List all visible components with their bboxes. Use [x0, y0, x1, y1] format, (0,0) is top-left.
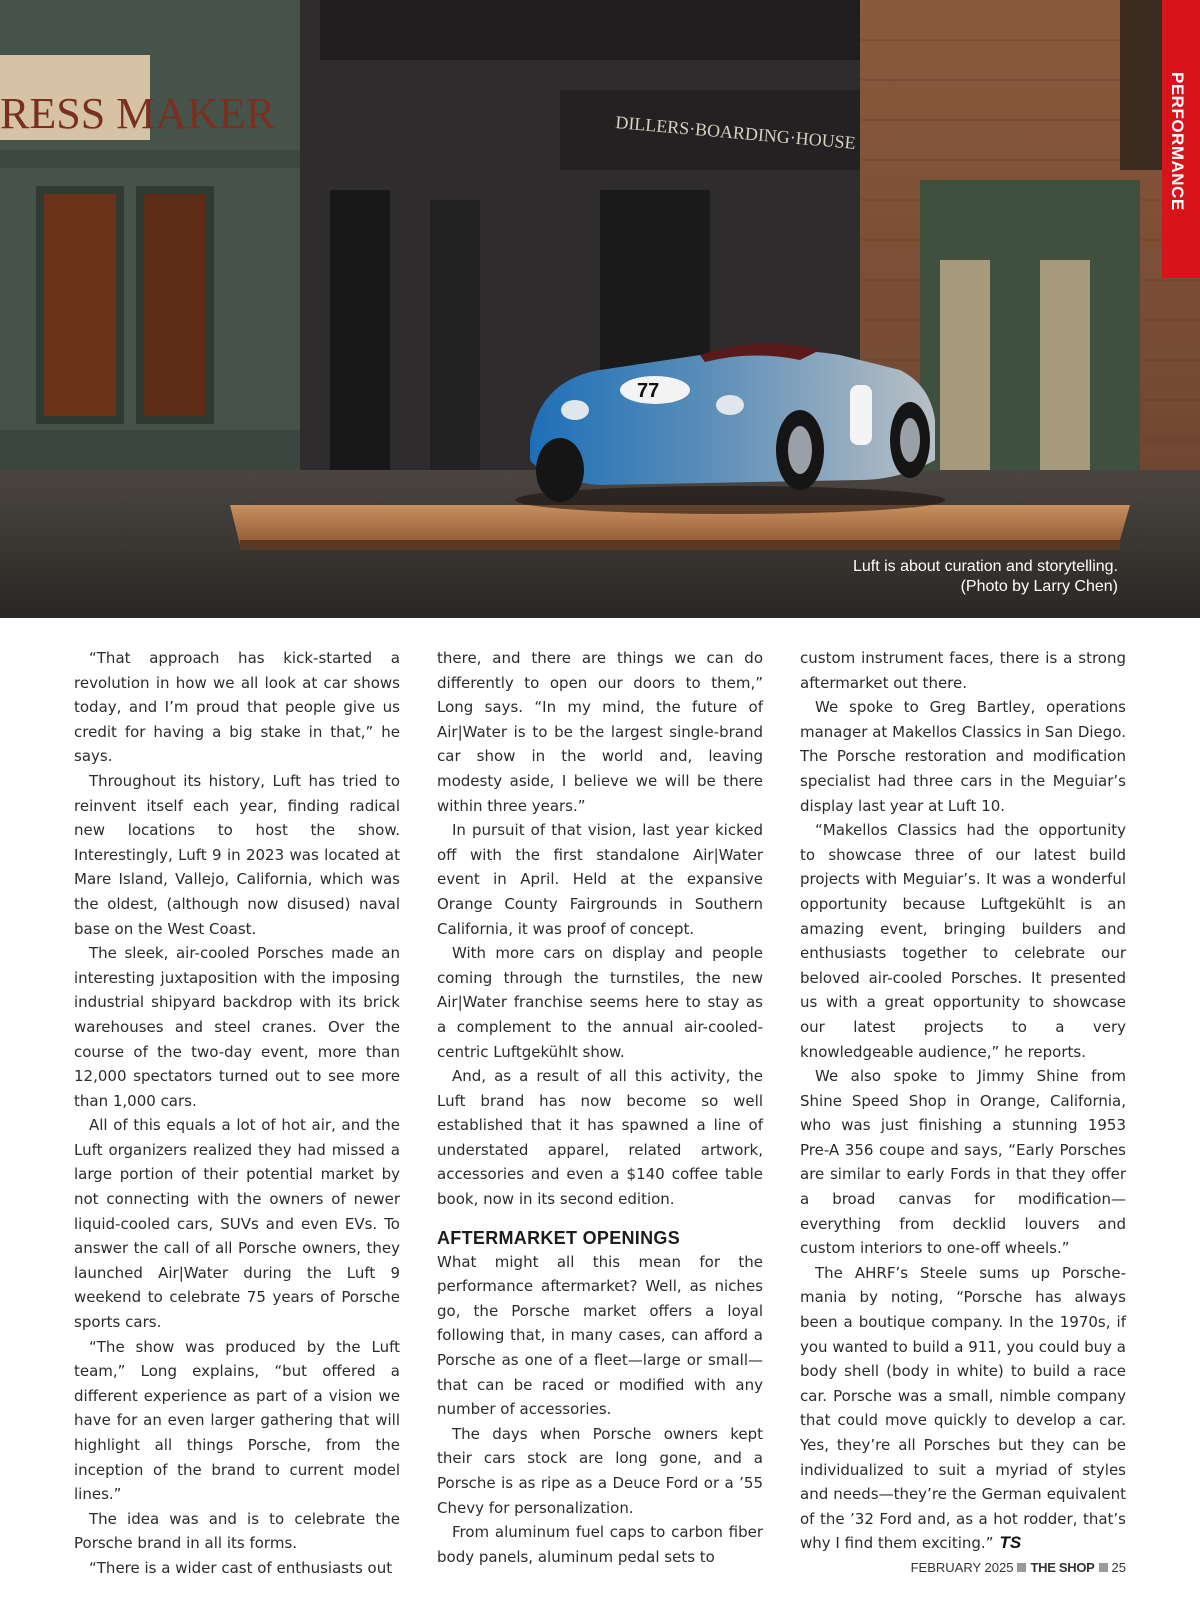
- paragraph: All of this equals a lot of hot air, and the Luft organizers realized they had missed a large portion of their potential market by not connecting with the owners of newer liquid-cooled cars, SUVs and even EVs. To answer the call of all Porsche owners, they launched Air|Water during the Luft 9 weekend to celebrate 75 years of Porsche sports cars.: [74, 1116, 400, 1332]
- issue-date: FEBRUARY 2025: [910, 1560, 1014, 1575]
- article-column-3: [800, 646, 1126, 1556]
- paragraph: Throughout its history, Luft has tried to reinvent itself each year, finding radical new locations to host the show. Interestingly, Luft 9 in 2023 was located at Mare Island, Vallejo, California, which was the oldest, (although now disused) naval base on the West Coast.: [74, 771, 400, 938]
- paragraph: What might all this mean for the performance aftermarket? Well, as niches go, the Porsche market offers a loyal following that, in many cases, can afford a Porsche as one of a fleet—large or small—that can be raced or modified with any number of accessories.: [437, 1252, 763, 1419]
- caption-line-2: (Photo by Larry Chen): [960, 578, 1118, 595]
- paragraph: We also spoke to Jimmy Shine from Shine Speed Shop in Orange, California, who was just finishing a stunning 1953 Pre-A 356 coupe and says, “Early Porsches are similar to early Fords in that they offer a broad canvas for modification—everything from decklid louvers and custom interiors to one-off wheels.”: [800, 1067, 1126, 1258]
- separator-square-icon: [1099, 1563, 1108, 1572]
- paragraph: And, as a result of all this activity, the Luft brand has now become so well established that it has spawned a line of understated apparel, related artwork, accessories and even a $140 coffee table book, now in its second edition.: [437, 1067, 763, 1209]
- dress-maker-sign: RESS MAKER: [0, 89, 276, 138]
- section-tab-label: PERFORMANCE: [1168, 72, 1187, 211]
- paragraph: The sleek, air-cooled Porsches made an interesting juxtaposition with the imposing industrial shipyard backdrop with its brick warehouses and steel cranes. Over the course of the two-day event, more than 12,000 spectators turned out to see more than 1,000 cars.: [74, 944, 400, 1110]
- paragraph: “There is a wider cast of enthusiasts out: [89, 1558, 393, 1577]
- hero-photo-illustration: [0, 0, 1200, 618]
- hero-photo: [0, 0, 1200, 618]
- paragraph: We spoke to Greg Bartley, operations manager at Makellos Classics in San Diego. The Porsche restoration and modification specialist had three cars in the Meguiar’s display last year at Luft 10.: [800, 698, 1126, 815]
- end-mark: TS: [999, 1533, 1022, 1553]
- separator-square-icon: [1017, 1563, 1026, 1572]
- paragraph: there, and there are things we can do differently to open our doors to them,” Long says. “In my mind, the future of Air|Water is to be the largest single-brand car show in the world and, leaving modesty aside, I believe we will be there within three years.”: [437, 649, 763, 815]
- boarding-house-sign: DILLERS·BOARDING·HOUSE: [614, 112, 857, 153]
- magazine-name: THE SHOP: [1030, 1560, 1095, 1575]
- photo-caption: [853, 557, 1118, 597]
- paragraph-final: [800, 1261, 1126, 1556]
- paragraph: “Makellos Classics had the opportunity to showcase three of our latest build projects with Meguiar’s. It was a wonderful opportunity because Luftgekühlt is an amazing event, bringing builders and enthusiasts together to celebrate our beloved air-cooled Porsches. It presented us with a great opportunity to showcase our latest projects to a very knowledgeable audience,” he reports.: [800, 821, 1126, 1061]
- article-column-1: [74, 646, 400, 1581]
- final-paragraph-text: The AHRF’s Steele sums up Porsche-mania by noting, “Porsche has always been a boutique company. In the 1970s, if you wanted to build a 911, you could buy a body shell (body in white) to build a race car. Porsche was a small, nimble company that could move quickly to develop a car. Yes, they’re all Porsches but they can be individualized to suit a myriad of styles and needs—they’re the German equivalent of the ’32 Ford and, as a hot rodder, that’s why I find them exciting.”: [800, 1263, 1126, 1553]
- paragraph: From aluminum fuel caps to carbon fiber body panels, aluminum pedal sets to: [437, 1523, 763, 1566]
- article-column-2: [437, 646, 763, 1569]
- page-number: 25: [1111, 1560, 1126, 1575]
- car-number: 77: [637, 380, 660, 402]
- paragraph: “The show was produced by the Luft team,” Long explains, “but offered a different experience as part of a vision we have for an even larger gathering that will highlight all things Porsche, from the inception of the brand to current model lines.”: [74, 1337, 400, 1504]
- paragraph: The days when Porsche owners kept their cars stock are long gone, and a Porsche is as ripe as a Deuce Ford or a ’55 Chevy for personalization.: [437, 1424, 763, 1517]
- paragraph: With more cars on display and people coming through the turnstiles, the new Air|Water franchise seems here to stay as a complement to the annual air-cooled-centric Luftgekühlt show.: [437, 944, 763, 1061]
- paragraph: In pursuit of that vision, last year kicked off with the first standalone Air|Water event in April. Held at the expansive Orange County Fairgrounds in Southern California, it was proof of concept.: [437, 821, 763, 938]
- caption-line-1: Luft is about curation and storytelling.: [852, 558, 1118, 575]
- paragraph: “That approach has kick-started a revolution in how we all look at car shows today, and I’m proud that people give us credit for having a big stake in that,” he says.: [74, 649, 400, 766]
- subhead: AFTERMARKET OPENINGS: [437, 1227, 681, 1248]
- section-tab: [1162, 0, 1200, 278]
- paragraph: The idea was and is to celebrate the Porsche brand in all its forms.: [74, 1509, 400, 1553]
- page-folio: [911, 1560, 1126, 1575]
- paragraph: custom instrument faces, there is a strong aftermarket out there.: [800, 649, 1126, 692]
